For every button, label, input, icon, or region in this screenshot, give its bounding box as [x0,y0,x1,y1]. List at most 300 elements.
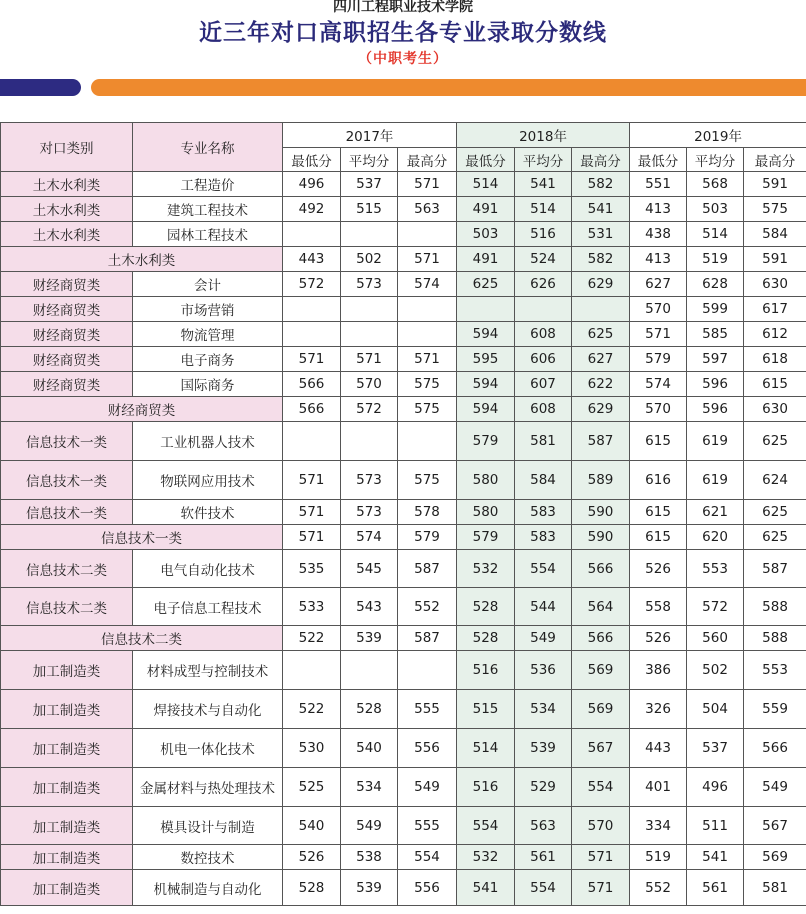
score-cell: 528 [457,588,515,626]
score-cell [283,651,341,690]
page-subtitle: （中职考生） [358,51,448,67]
score-cell: 519 [687,247,744,272]
score-cell: 615 [630,500,687,525]
major-cell: 园林工程技术 [133,222,283,247]
score-cell: 530 [283,729,341,768]
score-cell: 553 [744,651,806,690]
score-cell: 566 [572,626,630,651]
score-cell: 536 [515,651,572,690]
score-cell: 591 [744,247,806,272]
score-cell: 579 [630,347,687,372]
major-cell: 会计 [133,272,283,297]
score-cell: 556 [398,870,457,906]
score-cell: 595 [457,347,515,372]
major-cell: 材料成型与控制技术 [133,651,283,690]
table-row [1,322,806,347]
score-cell: 514 [687,222,744,247]
score-cell: 571 [630,322,687,347]
score-cell: 606 [515,347,572,372]
score-cell: 514 [457,172,515,197]
score-cell: 594 [457,322,515,347]
score-cell: 443 [630,729,687,768]
score-cell: 607 [515,372,572,397]
category-cell: 财经商贸类 [1,297,133,322]
score-cell: 534 [341,768,398,807]
score-cell: 615 [744,372,806,397]
table-row [1,588,806,626]
score-cell: 511 [687,807,744,845]
score-cell: 629 [572,397,630,422]
category-summary-cell: 信息技术二类 [1,626,283,651]
table-row [1,651,806,690]
score-cell: 554 [572,768,630,807]
score-cell: 570 [341,372,398,397]
score-cell: 537 [341,172,398,197]
header-year-2017: 2017年 [283,123,457,148]
score-cell: 608 [515,397,572,422]
score-cell: 532 [457,550,515,588]
score-cell: 552 [398,588,457,626]
score-cell: 571 [398,172,457,197]
score-cell: 575 [398,372,457,397]
score-cell: 559 [744,690,806,729]
score-cell: 554 [457,807,515,845]
category-cell: 财经商贸类 [1,372,133,397]
score-cell: 570 [630,397,687,422]
score-cell: 539 [515,729,572,768]
table-row [1,172,806,197]
score-cell: 561 [687,870,744,906]
score-cell: 545 [341,550,398,588]
score-cell: 326 [630,690,687,729]
score-cell: 541 [457,870,515,906]
score-cell: 587 [572,422,630,461]
table-summary-row [1,247,806,272]
score-table-body [1,172,806,906]
score-cell: 621 [687,500,744,525]
header-min: 最低分 [630,148,687,172]
score-cell: 597 [687,347,744,372]
table-row [1,347,806,372]
score-cell: 567 [572,729,630,768]
score-cell: 572 [341,397,398,422]
score-cell: 552 [630,870,687,906]
score-cell: 581 [744,870,806,906]
score-cell: 575 [398,397,457,422]
header-year-2019: 2019年 [630,123,806,148]
score-cell: 620 [687,525,744,550]
score-cell: 566 [572,550,630,588]
score-cell: 572 [283,272,341,297]
score-cell: 571 [341,347,398,372]
score-cell [515,297,572,322]
score-cell: 569 [572,651,630,690]
score-cell: 563 [515,807,572,845]
score-cell: 571 [572,845,630,870]
category-cell: 信息技术二类 [1,588,133,626]
score-cell: 413 [630,197,687,222]
score-cell: 588 [744,588,806,626]
score-cell: 526 [283,845,341,870]
page-title: 近三年对口高职招生各专业录取分数线 [199,20,607,46]
score-cell: 515 [457,690,515,729]
score-cell: 516 [515,222,572,247]
major-cell: 市场营销 [133,297,283,322]
score-cell: 625 [572,322,630,347]
category-cell: 信息技术二类 [1,550,133,588]
score-cell: 566 [283,397,341,422]
score-cell: 525 [283,768,341,807]
score-cell: 541 [687,845,744,870]
score-cell: 626 [515,272,572,297]
score-cell: 567 [744,807,806,845]
score-cell: 625 [744,525,806,550]
score-cell: 561 [515,845,572,870]
score-cell: 534 [515,690,572,729]
category-summary-cell: 土木水利类 [1,247,283,272]
score-cell: 617 [744,297,806,322]
header-major: 专业名称 [133,123,283,172]
score-cell: 443 [283,247,341,272]
score-cell: 584 [744,222,806,247]
score-cell: 588 [744,626,806,651]
major-cell: 建筑工程技术 [133,197,283,222]
score-cell: 580 [457,500,515,525]
score-cell: 438 [630,222,687,247]
category-cell: 加工制造类 [1,807,133,845]
score-cell: 515 [341,197,398,222]
header-year-2018: 2018年 [457,123,630,148]
score-cell: 526 [630,550,687,588]
header-max: 最高分 [744,148,806,172]
score-cell [283,222,341,247]
score-cell: 554 [515,870,572,906]
score-cell: 541 [515,172,572,197]
score-cell: 386 [630,651,687,690]
score-cell: 491 [457,247,515,272]
score-cell: 564 [572,588,630,626]
school-name: 四川工程职业技术学院 [333,0,473,15]
score-cell [341,322,398,347]
score-cell: 599 [687,297,744,322]
table-row [1,690,806,729]
score-cell: 625 [457,272,515,297]
major-cell: 电气自动化技术 [133,550,283,588]
table-row [1,461,806,500]
score-cell: 622 [572,372,630,397]
score-cell: 549 [398,768,457,807]
score-cell: 574 [630,372,687,397]
score-cell [283,322,341,347]
score-cell [283,422,341,461]
table-row [1,768,806,807]
header-avg: 平均分 [515,148,572,172]
score-cell: 540 [283,807,341,845]
major-cell: 机械制造与自动化 [133,870,283,906]
score-cell: 625 [744,422,806,461]
header-max: 最高分 [398,148,457,172]
table-row [1,222,806,247]
score-cell: 587 [744,550,806,588]
score-cell: 580 [457,461,515,500]
major-cell: 国际商务 [133,372,283,397]
score-cell: 570 [572,807,630,845]
score-cell: 569 [744,845,806,870]
major-cell: 数控技术 [133,845,283,870]
category-cell: 加工制造类 [1,690,133,729]
decorative-band-navy [0,79,81,96]
score-cell: 575 [398,461,457,500]
score-cell: 571 [283,525,341,550]
score-cell: 581 [515,422,572,461]
score-cell: 566 [283,372,341,397]
score-cell: 579 [398,525,457,550]
score-cell: 573 [341,272,398,297]
score-cell: 524 [515,247,572,272]
table-row [1,422,806,461]
score-cell: 553 [687,550,744,588]
header-min: 最低分 [457,148,515,172]
table-summary-row [1,397,806,422]
score-cell: 563 [398,197,457,222]
score-cell: 615 [630,422,687,461]
score-cell [283,297,341,322]
score-cell: 627 [572,347,630,372]
category-cell: 信息技术一类 [1,500,133,525]
score-cell: 555 [398,807,457,845]
score-cell: 522 [283,690,341,729]
score-cell: 629 [572,272,630,297]
score-cell [341,297,398,322]
score-cell: 531 [572,222,630,247]
category-cell: 加工制造类 [1,651,133,690]
header-max: 最高分 [572,148,630,172]
category-summary-cell: 信息技术一类 [1,525,283,550]
score-cell: 535 [283,550,341,588]
score-cell: 558 [630,588,687,626]
score-cell: 582 [572,247,630,272]
score-cell [398,322,457,347]
score-cell: 573 [341,461,398,500]
major-cell: 金属材料与热处理技术 [133,768,283,807]
score-cell: 571 [283,347,341,372]
score-cell: 571 [283,461,341,500]
score-cell: 570 [630,297,687,322]
score-cell: 554 [398,845,457,870]
header-min: 最低分 [283,148,341,172]
score-cell: 579 [457,525,515,550]
decorative-band-orange [91,79,806,96]
score-cell: 496 [283,172,341,197]
score-cell: 612 [744,322,806,347]
score-cell: 549 [744,768,806,807]
score-cell: 537 [687,729,744,768]
category-cell: 加工制造类 [1,768,133,807]
major-cell: 工业机器人技术 [133,422,283,461]
table-row [1,550,806,588]
category-cell: 加工制造类 [1,729,133,768]
category-cell: 财经商贸类 [1,322,133,347]
score-cell [398,297,457,322]
score-cell: 583 [515,500,572,525]
score-cell [341,222,398,247]
score-cell: 503 [457,222,515,247]
score-cell: 556 [398,729,457,768]
score-cell [398,422,457,461]
score-cell: 569 [572,690,630,729]
score-cell: 630 [744,397,806,422]
major-cell: 物联网应用技术 [133,461,283,500]
score-cell: 619 [687,461,744,500]
category-cell: 土木水利类 [1,222,133,247]
score-cell: 526 [630,626,687,651]
score-cell: 496 [687,768,744,807]
score-cell: 615 [630,525,687,550]
major-cell: 焊接技术与自动化 [133,690,283,729]
score-cell: 528 [457,626,515,651]
score-cell [572,297,630,322]
score-cell: 578 [398,500,457,525]
score-cell: 529 [515,768,572,807]
score-cell: 551 [630,172,687,197]
score-cell: 555 [398,690,457,729]
category-cell: 加工制造类 [1,870,133,906]
score-cell: 618 [744,347,806,372]
table-row [1,729,806,768]
major-cell: 工程造价 [133,172,283,197]
table-summary-row [1,525,806,550]
score-cell: 532 [457,845,515,870]
major-cell: 软件技术 [133,500,283,525]
category-cell: 土木水利类 [1,172,133,197]
score-cell: 538 [341,845,398,870]
score-cell: 491 [457,197,515,222]
score-cell: 589 [572,461,630,500]
table-summary-row [1,626,806,651]
score-cell: 583 [515,525,572,550]
score-cell: 516 [457,651,515,690]
table-row [1,845,806,870]
major-cell: 电子信息工程技术 [133,588,283,626]
score-cell: 624 [744,461,806,500]
score-cell: 579 [457,422,515,461]
table-row [1,807,806,845]
score-cell: 504 [687,690,744,729]
score-cell: 492 [283,197,341,222]
category-cell: 财经商贸类 [1,347,133,372]
admission-score-table [0,122,806,906]
score-cell: 571 [283,500,341,525]
score-cell: 503 [687,197,744,222]
score-cell: 334 [630,807,687,845]
score-cell: 549 [515,626,572,651]
score-cell: 502 [687,651,744,690]
major-cell: 机电一体化技术 [133,729,283,768]
score-cell: 628 [687,272,744,297]
category-summary-cell: 财经商贸类 [1,397,283,422]
score-cell: 413 [630,247,687,272]
score-cell [457,297,515,322]
category-cell: 信息技术一类 [1,461,133,500]
score-cell: 619 [687,422,744,461]
table-row [1,500,806,525]
score-cell: 516 [457,768,515,807]
score-cell: 560 [687,626,744,651]
score-cell [341,422,398,461]
score-cell: 587 [398,550,457,588]
score-cell: 584 [515,461,572,500]
score-cell [341,651,398,690]
score-cell: 514 [457,729,515,768]
category-cell: 土木水利类 [1,197,133,222]
score-cell: 541 [572,197,630,222]
score-cell [398,222,457,247]
score-cell [398,651,457,690]
table-row [1,372,806,397]
score-cell: 571 [398,247,457,272]
score-cell: 627 [630,272,687,297]
score-cell: 502 [341,247,398,272]
score-cell: 625 [744,500,806,525]
score-cell: 571 [398,347,457,372]
major-cell: 模具设计与制造 [133,807,283,845]
score-cell: 585 [687,322,744,347]
major-cell: 物流管理 [133,322,283,347]
score-cell: 539 [341,870,398,906]
score-cell: 528 [283,870,341,906]
header-category: 对口类别 [1,123,133,172]
category-cell: 加工制造类 [1,845,133,870]
major-cell: 电子商务 [133,347,283,372]
table-row [1,297,806,322]
score-cell: 590 [572,500,630,525]
score-cell: 574 [398,272,457,297]
category-cell: 财经商贸类 [1,272,133,297]
score-cell: 514 [515,197,572,222]
score-cell: 528 [341,690,398,729]
score-cell: 543 [341,588,398,626]
score-cell: 596 [687,372,744,397]
score-cell: 544 [515,588,572,626]
table-row [1,197,806,222]
table-row [1,272,806,297]
category-cell: 信息技术一类 [1,422,133,461]
score-cell: 582 [572,172,630,197]
score-cell: 566 [744,729,806,768]
score-cell: 630 [744,272,806,297]
score-cell: 596 [687,397,744,422]
score-cell: 608 [515,322,572,347]
header-avg: 平均分 [341,148,398,172]
score-cell: 591 [744,172,806,197]
score-cell: 574 [341,525,398,550]
score-cell: 571 [572,870,630,906]
score-cell: 401 [630,768,687,807]
score-cell: 554 [515,550,572,588]
score-cell: 539 [341,626,398,651]
score-cell: 587 [398,626,457,651]
score-cell: 572 [687,588,744,626]
score-cell: 522 [283,626,341,651]
score-cell: 540 [341,729,398,768]
score-cell: 573 [341,500,398,525]
header-avg: 平均分 [687,148,744,172]
score-cell: 575 [744,197,806,222]
score-cell: 594 [457,372,515,397]
score-cell: 594 [457,397,515,422]
score-cell: 568 [687,172,744,197]
table-row [1,870,806,906]
